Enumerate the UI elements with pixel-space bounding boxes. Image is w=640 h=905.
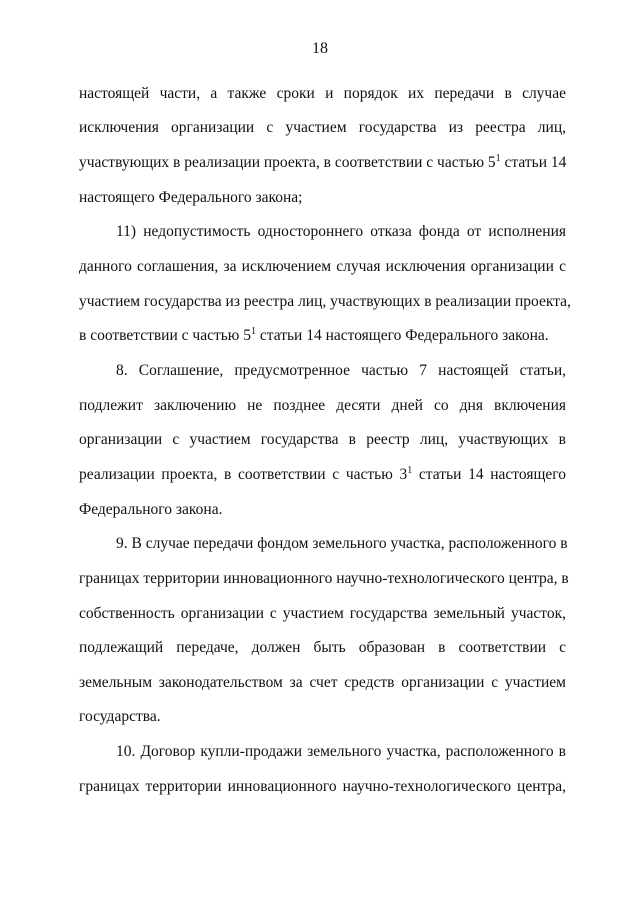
text-line: 8. Соглашение, предусмотренное частью 7 настоящей статьи, xyxy=(116,362,566,379)
text-line: подлежит заключению не позднее десяти дней со дня включения xyxy=(79,397,566,414)
text-line: исключения организации с участием государства из реестра лиц, xyxy=(79,119,566,136)
page-number: 18 xyxy=(312,40,328,57)
text-line: организации с участием государства в реестр лиц, участвующих в xyxy=(79,431,566,448)
text-line: настоящей части, а также сроки и порядок их передачи в случае xyxy=(79,85,566,102)
text-line: собственность организации с участием государства земельный участок, xyxy=(79,605,566,622)
text-line: земельным законодательством за счет средств организации с участием xyxy=(79,674,566,691)
text-line: 10. Договор купли-продажи земельного участка, расположенного в xyxy=(116,743,566,760)
text-line: Федерального закона. xyxy=(79,501,223,518)
text-line: участвующих в реализации проекта, в соответствии с частью $5^1$ статьи 14 xyxy=(79,153,567,171)
text-line: в соответствии с частью $5^1$ статьи 14 настоящего Федерального закона. xyxy=(79,326,549,344)
text-line: границах территории инновационного научно-технологического центра, в xyxy=(79,570,569,587)
text-line: данного соглашения, за исключением случая исключения организации с xyxy=(79,258,566,275)
text-line: границах территории инновационного научно-технологического центра, xyxy=(79,778,566,795)
text-line: подлежащий передаче, должен быть образован в соответствии с xyxy=(79,639,566,656)
text-line: участием государства из реестра лиц, участвующих в реализации проекта, xyxy=(79,293,571,310)
text-line: 9. В случае передачи фондом земельного участка, расположенного в xyxy=(116,535,568,552)
text-line: реализации проекта, в соответствии с частью $3^1$ статьи 14 настоящего xyxy=(79,465,566,483)
text-line: 11) недопустимость одностороннего отказа фонда от исполнения xyxy=(116,223,566,240)
text-line: настоящего Федерального закона; xyxy=(79,189,303,206)
text-line: государства. xyxy=(79,708,161,725)
